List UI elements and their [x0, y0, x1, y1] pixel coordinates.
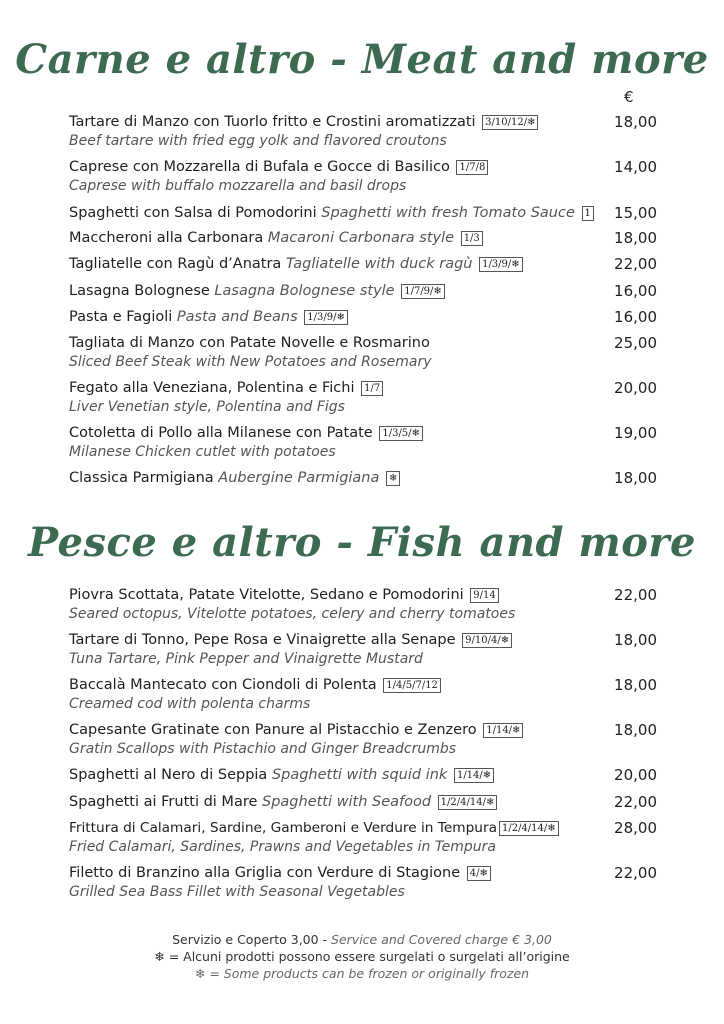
price: 20,00: [614, 379, 657, 397]
allergen-code: 9/10/4/❄: [462, 633, 512, 648]
allergen-code: 1/3: [461, 231, 483, 246]
allergen-code: 1/4/5/7/12: [383, 678, 441, 693]
menu-item: Spaghetti al Nero di Seppia Spaghetti with squid ink 1/14/❄ 20,00: [69, 766, 657, 784]
price: 22,00: [614, 586, 657, 604]
menu-item: Lasagna Bolognese Lasagna Bolognese style 1/7/9/❄ 16,00: [69, 282, 657, 300]
footer-notes: [0, 931, 724, 982]
meat-section-title: Carne e altro - Meat and more: [15, 36, 709, 83]
menu-item: Tagliata di Manzo con Patate Novelle e Rosmarino Sliced Beef Steak with New Potatoes and Rosemary 25,00: [69, 334, 657, 370]
menu-item: Fegato alla Veneziana, Polentina e Fichi 1/7 Liver Venetian style, Polentina and Figs 20,00: [69, 379, 657, 415]
frozen-note-it: ❄ = Alcuni prodotti possono essere surgelati o surgelati all’origine: [154, 949, 570, 964]
allergen-code: 1/2/4/14/❄: [438, 795, 498, 810]
menu-item: Spaghetti ai Frutti di Mare Spaghetti with Seafood 1/2/4/14/❄ 22,00: [69, 793, 657, 811]
allergen-code: 1/3/9/❄: [479, 257, 523, 272]
menu-item: Cotoletta di Pollo alla Milanese con Patate 1/3/5/❄ Milanese Chicken cutlet with potatoes 19,00: [69, 424, 657, 460]
price: 18,00: [614, 721, 657, 739]
price: 18,00: [614, 469, 657, 487]
currency-symbol: €: [624, 88, 634, 106]
menu-item: Tartare di Manzo con Tuorlo fritto e Crostini aromatizzati 3/10/12/❄ Beef tartare with fried egg yolk and flavored croutons 18,00: [69, 113, 657, 149]
allergen-code: 1/2/4/14/❄: [499, 821, 559, 836]
menu-item: Tagliatelle con Ragù d’Anatra Tagliatelle with duck ragù 1/3/9/❄ 22,00: [69, 255, 657, 273]
allergen-code: 1/7/9/❄: [401, 284, 445, 299]
price: 15,00: [614, 204, 657, 222]
price: 18,00: [614, 631, 657, 649]
frozen-note-en: ❄ = Some products can be frozen or originally frozen: [194, 966, 530, 981]
price: 18,00: [614, 229, 657, 247]
allergen-code: 9/14: [470, 588, 498, 603]
service-charge-note: Servizio e Coperto 3,00 - Service and Covered charge € 3,00: [172, 932, 552, 947]
price: 20,00: [614, 766, 657, 784]
menu-item: Maccheroni alla Carbonara Macaroni Carbonara style 1/3 18,00: [69, 229, 657, 247]
menu-item: Capesante Gratinate con Panure al Pistacchio e Zenzero 1/14/❄ Gratin Scallops with Pistachio and Ginger Breadcrumbs 18,00: [69, 721, 657, 757]
price: 19,00: [614, 424, 657, 442]
menu-item: Pasta e Fagioli Pasta and Beans 1/3/9/❄ 16,00: [69, 308, 657, 326]
allergen-code: ❄: [386, 471, 400, 486]
price: 22,00: [614, 255, 657, 273]
price: 16,00: [614, 308, 657, 326]
menu-item: Spaghetti con Salsa di Pomodorini Spaghetti with fresh Tomato Sauce 1 15,00: [69, 204, 657, 222]
price: 14,00: [614, 158, 657, 176]
allergen-code: 1/3/5/❄: [379, 426, 423, 441]
price: 25,00: [614, 334, 657, 352]
allergen-code: 1/3/9/❄: [304, 310, 348, 325]
price: 28,00: [614, 819, 657, 837]
allergen-code: 4/❄: [467, 866, 491, 881]
menu-item: Caprese con Mozzarella di Bufala e Gocce di Basilico 1/7/8 Caprese with buffalo mozzarella and basil drops 14,00: [69, 158, 657, 194]
allergen-code: 1/14/❄: [454, 768, 494, 783]
fish-section-title: Pesce e altro - Fish and more: [28, 519, 696, 566]
allergen-code: 1/7/8: [456, 160, 488, 175]
price: 18,00: [614, 113, 657, 131]
allergen-code: 1/14/❄: [483, 723, 523, 738]
menu-item: Filetto di Branzino alla Griglia con Verdure di Stagione 4/❄ Grilled Sea Bass Fillet with Seasonal Vegetables 22,00: [69, 864, 657, 900]
menu-item: Frittura di Calamari, Sardine, Gamberoni e Verdure in Tempura 1/2/4/14/❄ Fried Calamari, Sardines, Prawns and Vegetables in Tempura 28,00: [69, 819, 657, 855]
allergen-code: 3/10/12/❄: [482, 115, 538, 130]
allergen-code: 1/7: [361, 381, 383, 396]
allergen-code: 1: [582, 206, 594, 221]
menu-item: Classica Parmigiana Aubergine Parmigiana ❄ 18,00: [69, 469, 657, 487]
menu-item: Tartare di Tonno, Pepe Rosa e Vinaigrette alla Senape 9/10/4/❄ Tuna Tartare, Pink Pepper and Vinaigrette Mustard 18,00: [69, 631, 657, 667]
menu-item: Baccalà Mantecato con Ciondoli di Polenta 1/4/5/7/12 Creamed cod with polenta charms 18,00: [69, 676, 657, 712]
menu-item: Piovra Scottata, Patate Vitelotte, Sedano e Pomodorini 9/14 Seared octopus, Vitelotte potatoes, celery and cherry tomatoes 22,00: [69, 586, 657, 622]
price: 22,00: [614, 793, 657, 811]
price: 22,00: [614, 864, 657, 882]
price: 18,00: [614, 676, 657, 694]
price: 16,00: [614, 282, 657, 300]
